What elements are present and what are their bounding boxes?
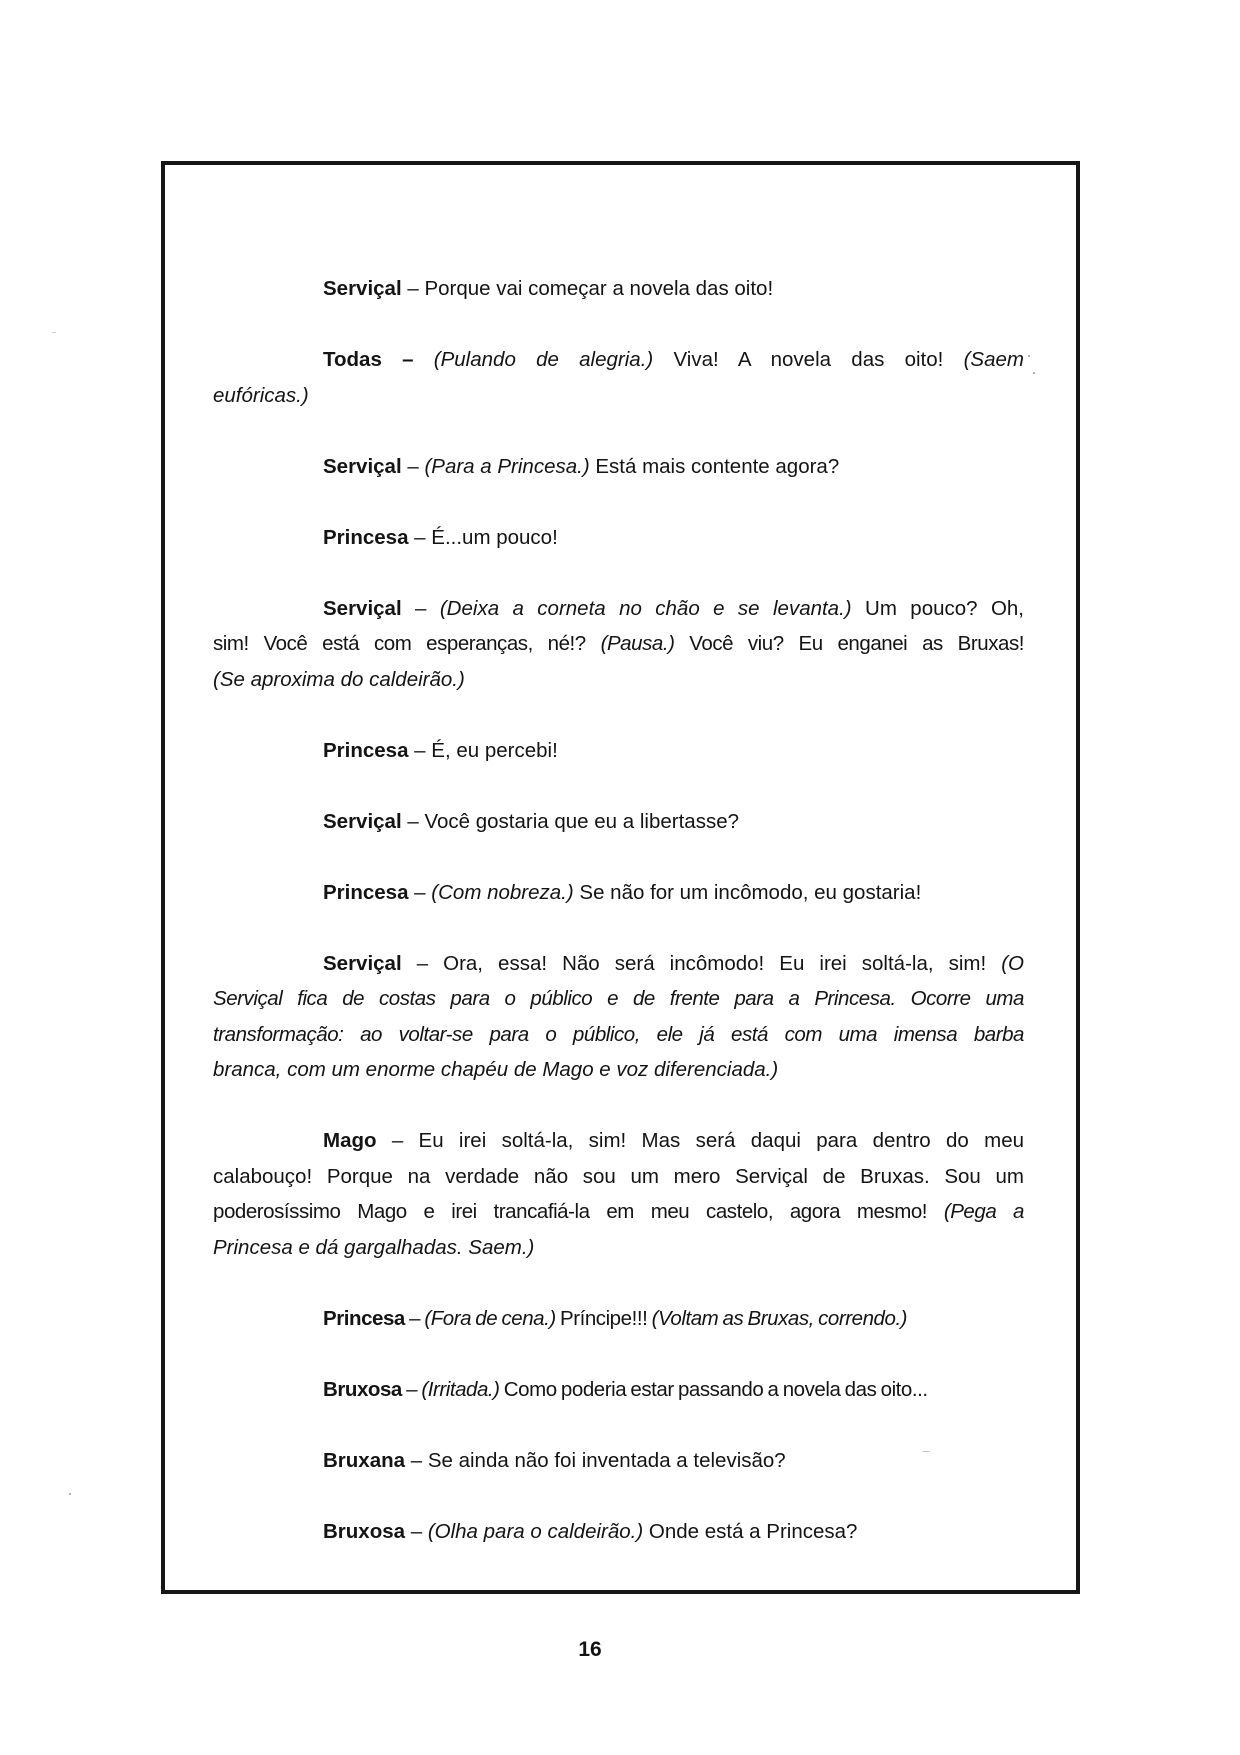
dialogue-text: – Eu irei soltá-la, sim! Mas será daqui para dentro do meu bbox=[376, 1129, 1024, 1152]
script-line bbox=[213, 1514, 1024, 1550]
stage-direction: (Olha para o caldeirão.) bbox=[427, 1519, 644, 1543]
speaker-name: Princesa bbox=[323, 525, 409, 549]
script-line bbox=[213, 1194, 1024, 1230]
script-line bbox=[213, 449, 1024, 485]
script-line bbox=[213, 271, 1024, 307]
script-line bbox=[213, 520, 1024, 556]
dialogue-text: Príncipe!!! bbox=[555, 1306, 652, 1330]
speaker-name: Princesa bbox=[323, 880, 409, 904]
stage-direction: (Irritada.) bbox=[421, 1377, 500, 1401]
stage-direction: (Saem bbox=[963, 348, 1024, 371]
stage-direction: Princesa e dá gargalhadas. Saem.) bbox=[213, 1235, 535, 1259]
script-line bbox=[213, 946, 1024, 982]
dialogue-text: Você viu? Eu enganei as Bruxas! bbox=[674, 632, 1024, 655]
speaker-name: Serviçal bbox=[323, 951, 402, 975]
dialogue-text: – bbox=[401, 596, 440, 620]
dialogue-paragraph bbox=[213, 1514, 1024, 1550]
script-line bbox=[213, 804, 1024, 840]
stage-direction: (Com nobreza.) bbox=[431, 880, 574, 904]
script-line bbox=[213, 662, 1024, 698]
script-body bbox=[213, 271, 1024, 1585]
dialogue-text: – bbox=[405, 1519, 428, 1543]
script-line bbox=[213, 1052, 1024, 1088]
dialogue-text: calabouço! Porque na verdade não sou um mero Serviçal de Bruxas. Sou um bbox=[213, 1164, 1024, 1188]
script-line bbox=[213, 1159, 1024, 1195]
dialogue-paragraph bbox=[213, 520, 1024, 556]
dialogue-text: – bbox=[408, 880, 432, 904]
dialogue-text bbox=[414, 348, 434, 371]
stage-direction: (Deixa a corneta no chão e se levanta.) bbox=[439, 596, 852, 620]
stage-direction: (Pulando de alegria.) bbox=[433, 348, 654, 371]
dialogue-paragraph bbox=[213, 271, 1024, 307]
dialogue-text: – Você gostaria que eu a libertasse? bbox=[401, 809, 739, 833]
dialogue-text: Está mais contente agora? bbox=[589, 454, 840, 478]
stage-direction: Serviçal fica de costas para o público e de frente para a Princesa. Ocorre uma bbox=[213, 987, 1024, 1010]
speaker-name: Serviçal bbox=[323, 277, 402, 300]
speaker-name: Todas – bbox=[323, 348, 414, 371]
script-line bbox=[213, 378, 1024, 414]
stage-direction: (Voltam as Bruxas, correndo.) bbox=[651, 1306, 908, 1330]
scan-speck bbox=[922, 1451, 930, 1452]
dialogue-text: Viva! A novela das oito! bbox=[653, 348, 964, 371]
speaker-name: Bruxosa bbox=[323, 1519, 406, 1543]
stage-direction: transformação: ao voltar-se para o público, ele já está com uma imensa barba bbox=[213, 1022, 1024, 1046]
dialogue-text: – Porque vai começar a novela das oito! bbox=[401, 277, 774, 300]
dialogue-paragraph bbox=[213, 449, 1024, 485]
script-line bbox=[213, 591, 1024, 627]
speaker-name: Mago bbox=[323, 1129, 377, 1152]
scan-speck bbox=[69, 1493, 71, 1495]
dialogue-paragraph bbox=[213, 342, 1024, 413]
dialogue-text: poderosíssimo Mago e irei trancafiá-la em meu castelo, agora mesmo! bbox=[213, 1200, 944, 1223]
script-line bbox=[213, 1017, 1024, 1053]
stage-direction: (Pausa.) bbox=[600, 632, 675, 655]
dialogue-paragraph bbox=[213, 1443, 1024, 1479]
dialogue-paragraph bbox=[213, 1301, 1024, 1337]
dialogue-paragraph bbox=[213, 1372, 1024, 1408]
dialogue-text: Como poderia estar passando a novela das oito... bbox=[499, 1377, 928, 1401]
dialogue-text: Se não for um incômodo, eu gostaria! bbox=[573, 880, 922, 904]
speaker-name: Princesa bbox=[323, 738, 409, 762]
dialogue-text: – Ora, essa! Não será incômodo! Eu irei soltá-la, sim! bbox=[401, 951, 1002, 975]
dialogue-text: – bbox=[401, 454, 425, 478]
dialogue-paragraph bbox=[213, 591, 1024, 698]
stage-direction: (O bbox=[1001, 951, 1024, 975]
scan-speck bbox=[52, 332, 56, 333]
speaker-name: Serviçal bbox=[323, 596, 402, 620]
speaker-name: Bruxosa bbox=[323, 1377, 402, 1401]
dialogue-paragraph bbox=[213, 1123, 1024, 1265]
stage-direction: (Pega a bbox=[943, 1200, 1024, 1223]
script-line bbox=[213, 1301, 1024, 1337]
dialogue-text: – É...um pouco! bbox=[408, 525, 558, 549]
dialogue-text: – É, eu percebi! bbox=[408, 738, 558, 762]
dialogue-text: Um pouco? Oh, bbox=[851, 596, 1025, 620]
dialogue-text: sim! Você está com esperanças, né!? bbox=[213, 632, 601, 655]
stage-direction: branca, com um enorme chapéu de Mago e voz diferenciada.) bbox=[213, 1058, 779, 1081]
dialogue-text: Onde está a Princesa? bbox=[643, 1519, 858, 1543]
dialogue-paragraph bbox=[213, 804, 1024, 840]
scan-speck bbox=[1033, 372, 1035, 374]
dialogue-paragraph bbox=[213, 733, 1024, 769]
scan-speck bbox=[1028, 355, 1030, 357]
speaker-name: Princesa bbox=[323, 1306, 405, 1330]
dialogue-paragraph bbox=[213, 875, 1024, 911]
speaker-name: Bruxana bbox=[323, 1448, 406, 1472]
script-line bbox=[213, 626, 1024, 662]
stage-direction: (Para a Princesa.) bbox=[424, 454, 590, 478]
stage-direction: (Se aproxima do caldeirão.) bbox=[213, 667, 465, 691]
script-line bbox=[213, 1372, 1024, 1408]
script-line bbox=[213, 981, 1024, 1017]
script-line bbox=[213, 1443, 1024, 1479]
stage-direction: (Fora de cena.) bbox=[424, 1306, 556, 1330]
dialogue-text: – bbox=[401, 1377, 422, 1401]
speaker-name: Serviçal bbox=[323, 454, 402, 478]
stage-direction: eufóricas.) bbox=[213, 383, 309, 407]
dialogue-paragraph bbox=[213, 946, 1024, 1088]
script-line bbox=[213, 733, 1024, 769]
script-line bbox=[213, 1230, 1024, 1266]
dialogue-text: – bbox=[404, 1306, 425, 1330]
speaker-name: Serviçal bbox=[323, 809, 402, 833]
script-line bbox=[213, 342, 1024, 378]
page-number: 16 bbox=[578, 1638, 602, 1661]
script-line bbox=[213, 1123, 1024, 1159]
dialogue-text: – Se ainda não foi inventada a televisão? bbox=[405, 1448, 786, 1472]
script-line bbox=[213, 875, 1024, 911]
